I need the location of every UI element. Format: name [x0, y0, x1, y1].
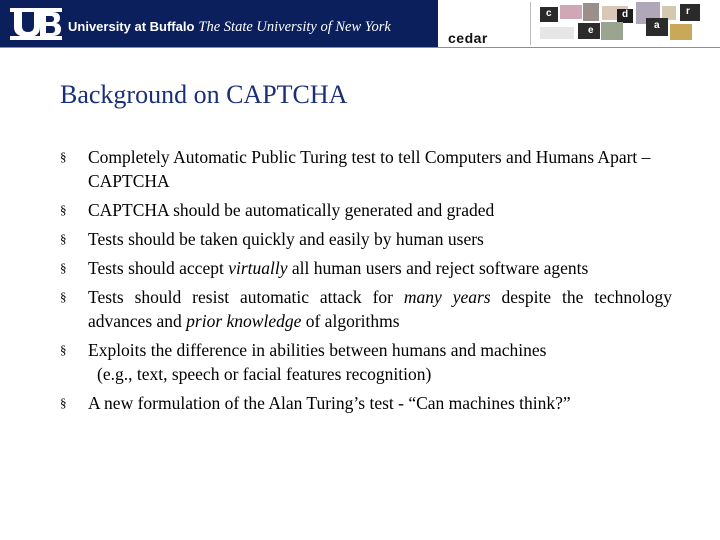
- collage-tile: [680, 4, 700, 21]
- bullet-text: of algorithms: [301, 311, 400, 331]
- ub-banner: [0, 0, 438, 47]
- collage-tile: [540, 27, 574, 39]
- bullet-text: CAPTCHA should be automatically generated and graded: [88, 200, 495, 220]
- slide-header: [0, 0, 720, 48]
- bullet-text: Tests should accept: [88, 258, 229, 278]
- header-rule: [0, 47, 720, 48]
- collage-tile: [583, 3, 599, 21]
- bullet-item: [60, 227, 672, 251]
- university-tagline: The State University of New York: [198, 19, 391, 35]
- bullet-emphasis: prior knowledge: [186, 311, 302, 331]
- bullet-marker: §: [60, 260, 67, 275]
- bullet-text: all human users and reject software agents: [287, 258, 589, 278]
- bullet-marker: §: [60, 289, 67, 304]
- cedar-wordmark: cedar: [448, 30, 488, 46]
- university-name: University at Buffalo: [68, 19, 195, 34]
- collage-letter-c: c: [546, 8, 552, 19]
- collage-letter-e: e: [588, 25, 594, 36]
- bullet-item: [60, 256, 672, 280]
- bullet-marker: §: [60, 342, 67, 357]
- bullet-text: Tests should be taken quickly and easily by human users: [88, 229, 484, 249]
- bullet-marker: §: [60, 395, 67, 410]
- bullet-item: [60, 285, 672, 333]
- bullet-item: [60, 391, 672, 415]
- header-divider: [530, 2, 531, 45]
- bullet-marker: §: [60, 149, 67, 164]
- bullet-emphasis: many years: [403, 287, 491, 307]
- bullet-item: [60, 198, 672, 222]
- bullet-text: despite the technology advances and: [88, 287, 673, 331]
- collage-letter-d: d: [622, 9, 629, 20]
- bullet-item: [60, 338, 672, 386]
- ub-wordmark: [68, 19, 391, 36]
- slide-title: Background on CAPTCHA: [60, 80, 348, 109]
- bullet-text: Completely Automatic Public Turing test to tell Computers and Humans Apart – CAPTCHA: [88, 147, 651, 191]
- collage-tile: [601, 22, 623, 40]
- bullet-item: [60, 145, 672, 193]
- bullet-marker: §: [60, 231, 67, 246]
- ub-logo-icon: [10, 6, 62, 42]
- bullet-text: A new formulation of the Alan Turing’s test - “Can machines think?”: [88, 393, 571, 413]
- bullet-emphasis: virtually: [228, 258, 288, 278]
- bullet-subtext: (e.g., text, speech or facial features recognition): [97, 364, 432, 384]
- bullet-list: [60, 145, 672, 420]
- bullet-text: Tests should resist automatic attack for: [88, 287, 404, 307]
- bullet-marker: §: [60, 202, 67, 217]
- bullet-text: Exploits the difference in abilities between humans and machines: [88, 340, 547, 360]
- collage-tile: [560, 5, 582, 19]
- collage-letter-a: a: [654, 20, 660, 31]
- collage-letter-r: r: [686, 6, 690, 17]
- collage-tile: [670, 24, 692, 40]
